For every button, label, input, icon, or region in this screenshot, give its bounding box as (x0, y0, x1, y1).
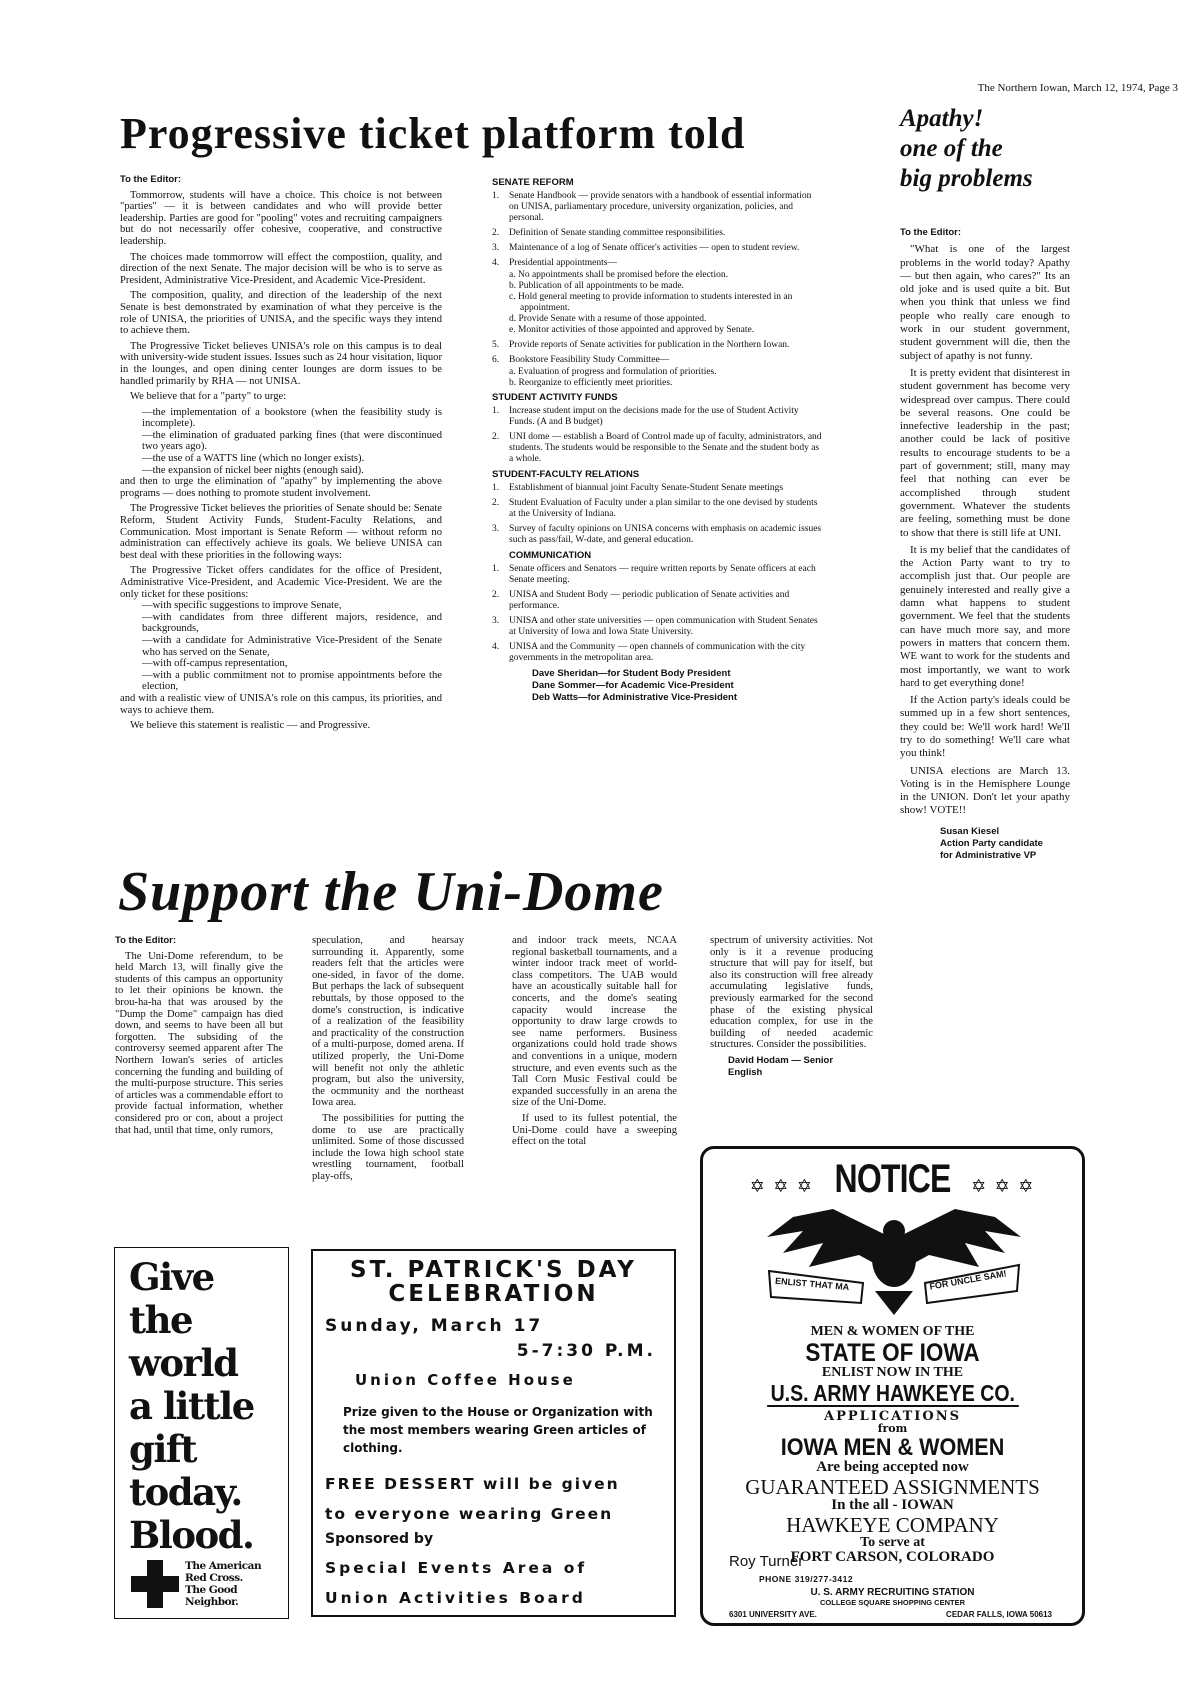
sub-item: b. Publication of all appointments to be made. (509, 281, 684, 291)
event-time: 5-7:30 P.M. (516, 1341, 656, 1361)
notice-line: MEN & WOMEN OF THE (810, 1324, 975, 1339)
slogan-word: a little (129, 1384, 254, 1428)
platform-item: 2. Student Evaluation of Faculty under a plan similar to the one devised by students at the University of Indiana. (492, 498, 818, 519)
paragraph: The possibilities for putting the dome to use are practically unlimited. Some of those discussed include the Iowa high school state wrestling tournament, football play-offs, (312, 1112, 464, 1182)
slogan-word: Give (129, 1255, 214, 1299)
to-the-editor: To the Editor: (115, 935, 177, 946)
ticket-item: —with candidates from three different majors, residence, and backgrounds, (142, 611, 442, 635)
apathy-letter (900, 226, 1070, 862)
paragraph: UNISA elections are March 13. Voting is in the Hemisphere Lounge in the UNION. Don't let your apathy show! VOTE!! (900, 764, 1070, 817)
apathy-signature (900, 826, 1070, 862)
notice-body (703, 1325, 1082, 1566)
notice-line: FORT CARSON, COLORADO (790, 1549, 995, 1566)
progressive-headline: Progressive ticket platform told (120, 109, 746, 158)
banner-left-text: ENLIST THAT MA (774, 1275, 850, 1293)
ticket-item: —with a public commitment not to promise appointments before the election, (142, 669, 442, 693)
slogan-word: Blood. (129, 1513, 254, 1557)
notice-line: from (877, 1422, 908, 1436)
notice-line: U.S. ARMY HAWKEYE CO. (767, 1381, 1018, 1407)
sub-item: a. No appointments shall be promised before the election. (509, 270, 728, 280)
platform-item: 2. UNI dome — establish a Board of Control made up of faculty, administrators, and students. The students would be responsible to the Senate and the student body as a whole. (492, 432, 822, 464)
apathy-headline (900, 104, 1090, 194)
event-place: Union Coffee House (355, 1371, 576, 1389)
notice-line: IOWA MEN & WOMEN (780, 1433, 1005, 1461)
platform-item: 3. UNISA and other state universities — open communication with Student Senates at University of Iowa and Iowa State University. (492, 616, 818, 637)
paragraph: The Progressive Ticket offers candidates for the office of President, Administrative Vice-President, and Academic Vice-President. We are the only ticket for these positions: (120, 565, 442, 600)
blood-ad (114, 1247, 289, 1619)
platform-item: 4. UNISA and the Community — open channels of communication with the city governments in the metropolitan area. (492, 642, 806, 663)
st-patricks-ad (311, 1249, 676, 1617)
paragraph: and with a realistic view of UNISA's role on this campus, its priorities, and ways to achieve them. (120, 692, 442, 716)
org-line: The American (185, 1560, 262, 1572)
signature: Dane Sommer—for Academic Vice-President (532, 680, 734, 691)
paragraph: We believe that for a "party" to urge: (130, 391, 287, 403)
paragraph: It is pretty evident that disinterest in student government has become very widespread over campus. There could be several reasons. One could be innefective leadership in the past; another could be lack of positive results to encourage students to be a part of government; still, many may feel that nothing can ever be accomplished through student government. Whatever the students are feeling, something must be done to show that there is still life at UNI. (900, 366, 1070, 539)
station-line: COLLEGE SQUARE SHOPPING CENTER (819, 1598, 966, 1607)
paragraph: The choices made tommorrow will effect the compostiion, quality, and direction of the next Senate. The major decision will be who is to serve as President, Administrative Vice-President, and Academic Vice-President. (120, 251, 442, 286)
headline-line: Apathy! (900, 105, 984, 132)
sfr-heading: STUDENT-FACULTY RELATIONS (492, 469, 640, 480)
notice-title-row (703, 1157, 1082, 1202)
sub-item: d. Provide Senate with a resume of those appointed. (509, 314, 707, 324)
notice-line: Are being accepted now (816, 1459, 969, 1476)
signature: Deb Watts—for Administrative Vice-President (532, 692, 738, 703)
star-icon: ✡ ✡ ✡ (971, 1176, 1036, 1196)
org-line: The Good (185, 1584, 238, 1596)
urge-item: —the elimination of graduated parking fines (that were discontinued two years ago). (142, 429, 442, 453)
signature: English (728, 1066, 763, 1078)
platform-list (492, 174, 822, 704)
to-the-editor: To the Editor: (120, 174, 182, 185)
signature: Action Party candidate (940, 837, 1043, 849)
ticket-item: —with off-campus representation, (142, 658, 288, 670)
unidome-signature (710, 1055, 873, 1079)
communication-heading: COMMUNICATION (509, 550, 592, 561)
red-cross-icon (131, 1560, 179, 1608)
notice-line: To serve at (860, 1534, 925, 1550)
notice-line: In the all - IOWAN (831, 1496, 954, 1513)
eagle-icon (763, 1209, 1025, 1317)
urge-item: —the implementation of a bookstore (when the feasibility study is incomplete). (142, 406, 442, 430)
org-line: Red Cross. (185, 1572, 243, 1584)
sponsor-line: Union Activities Board (325, 1589, 586, 1607)
platform-item: 1. Senate officers and Senators — require written reports by Senate officers at each Senate meeting. (492, 564, 816, 585)
paragraph: The Progressive Ticket believes the priorities of Senate should be: Senate Reform, Student Activity Funds, Student-Faculty Relations, and Communication. Most important is Senate Reform — without reform no administration can effectively achieve its goals. We believe UNISA can best deal with these priorities in the following ways: (120, 503, 442, 561)
senate-reform-heading: SENATE REFORM (492, 177, 574, 188)
sub-item: e. Monitor activities of those appointed and approved by Senate. (509, 325, 755, 335)
blood-slogan (129, 1256, 254, 1557)
paragraph: and then to urge the elimination of "apathy" by implementing the above programs — does nothing to promote student involvement. (120, 476, 442, 499)
headline-line: big problems (900, 165, 1033, 192)
ticket-item: —with a candidate for Administrative Vice-President of the Senate who has served on the Senate, (142, 634, 442, 658)
paragraph: The Uni-Dome referendum, to be held March 13, will finally give the students of this campus an opportunity to let their opinions be known. the brou-ha-ha that was aroused by the "Dump the Dome" campaign has died down, and seems to have been all but forgotten. The subsiding of the controversy seemed apparent after The Northern Iowan's series of articles concerning the funding and building of the multi-purpose structure. This series of articles was a commendable effort to provide factual information, whether considered pro or con, about a project that had, until that time, only rumors, (115, 950, 283, 1136)
paragraph: "What is one of the largest problems in the world today? Apathy — but then again, who cares?" Its an old joke and is used quite a bit. But when you think that unless we find people who really care enough to work in our student government, student government will die, then the subject of apathy is not funny. (900, 243, 1070, 362)
recruiter-name: Roy Turner (729, 1553, 804, 1570)
slogan-word: today. (129, 1470, 242, 1514)
sponsored-by: Sponsored by (325, 1531, 434, 1547)
platform-item: 4. Presidential appointments— (492, 258, 617, 268)
folio: The Northern Iowan, March 12, 1974, Page 3 (977, 82, 1178, 94)
notice-line: ENLIST NOW IN THE (821, 1364, 964, 1380)
notice-line: APPLICATIONS (824, 1408, 961, 1424)
paragraph: If the Action party's ideals could be summed up in a few short sentences, they could be: We'll work hard! We'll try to do something! We'll care what you think! (900, 694, 1070, 760)
paragraph: It is my belief that the candidates of the Action Party want to try to accomplish just that. Our people are genuinely interested and really give a damn what happens to student government. We feel that the students can have much more say, and more powers in matters that concern them. WE want to work for the students and most importantly, we want to work hard to get everything done! (900, 543, 1070, 689)
platform-item: 6. Bookstore Feasibility Study Committee— (492, 355, 670, 365)
headline-line: one of the (900, 135, 1003, 162)
red-cross-org (185, 1560, 261, 1608)
notice-line: GUARANTEED ASSIGNMENTS (745, 1474, 1040, 1499)
banner-right-text: FOR UNCLE SAM! (928, 1268, 1008, 1292)
sub-item: b. Reorganize to efficiently meet priorities. (509, 378, 673, 388)
promo-line: to everyone wearing Green (325, 1505, 614, 1523)
sponsor-name (325, 1553, 674, 1613)
ticket-item: —with specific suggestions to improve Senate, (142, 600, 342, 612)
notice-line: HAWKEYE COMPANY (786, 1512, 999, 1537)
signature: for Administrative VP (940, 849, 1037, 861)
recruiter-phone: PHONE 319/277-3412 (759, 1574, 854, 1584)
progressive-letter (120, 174, 442, 736)
station-line: U. S. ARMY RECRUITING STATION (810, 1587, 975, 1598)
unidome-col3 (512, 935, 677, 1152)
unidome-col2 (312, 935, 464, 1186)
paragraph: and indoor track meets, NCAA regional basketball tournaments, and a winter indoor track meet of world-class competitors. The UAB would have an acoustically suitable hall for concerts, and the dome's seating capacity would increase the opportunity to draw large crowds to see name performers. Business organizations could hold trade shows and conventions in a unique, modern structure, and even events such as the Tall Corn Music Festival could be expanded successfully in an arena the size of the Uni-Dome. (512, 935, 677, 1109)
platform-item: 1. Senate Handbook — provide senators with a handbook of essential information on UNISA, parliamentary procedure, university organization, policies, and personal. (492, 191, 812, 223)
platform-item: 1. Establishment of biannual joint Faculty Senate-Student Senate meetings (492, 483, 784, 493)
address-left: 6301 UNIVERSITY AVE. (729, 1610, 817, 1619)
paragraph: speculation, and hearsay surrounding it. Apparently, some readers felt that the articles were one-sided, in favor of the dome. But perhaps the lack of subsequent rebuttals, by those opposed to the dome's construction, is indicative of a realization of the feasibility and practicality of the construction of a multi-purpose, domed arena. If utilized properly, the Uni-Dome will benefit not only the athletic program, but also the university, the ocmmunity and the northeast Iowa area. (312, 935, 464, 1109)
platform-item: 2. Definition of Senate standing committee responsibilities. (492, 228, 726, 238)
paragraph: The Progressive Ticket believes UNISA's role on this campus is to deal with university-wide student issues. Issues such as 24 hour visitation, liquor in the lounges, and open dining center lounges are dorm issues to be handled primarily by RHA — not UNISA. (120, 340, 442, 387)
notice-title: NOTICE (834, 1157, 951, 1201)
sub-item: c. Hold general meeting to provide information to students interested in an appointment. (509, 292, 793, 313)
urge-item: —the expansion of nickel beer nights (enough said). (142, 464, 364, 476)
recruiting-station (703, 1587, 1082, 1607)
paragraph: We believe this statement is realistic — and Progressive. (130, 720, 371, 732)
unidome-headline: Support the Uni-Dome (118, 861, 664, 923)
platform-item: 3. Survey of faculty opinions on UNISA concerns with emphasis on academic issues such as pass/fail, W-date, and general education. (492, 524, 822, 545)
prize-text: Prize given to the House or Organization with the most members wearing Green articles of clothing. (343, 1405, 653, 1455)
notice-ad (700, 1146, 1085, 1626)
unidome-col4 (710, 935, 873, 1079)
urge-item: —the use of a WATTS line (which no longer exists). (142, 453, 365, 465)
ad-title: CELEBRATION (388, 1281, 599, 1307)
free-dessert-text (325, 1469, 674, 1529)
paragraph: Tommorrow, students will have a choice. This choice is not between "parties" — it is between candidates and who will provide better leadership. Parties are good for "pooling" votes and recruiting campaigners but do not necessarily offer cohesive, cooperative, and constructive leadership. (120, 189, 442, 247)
sponsor-line: Special Events Area of (325, 1559, 588, 1577)
org-line: Neighbor. (185, 1596, 239, 1608)
sub-item: a. Evaluation of progress and formulation of priorities. (509, 367, 717, 377)
ad-title: ST. PATRICK'S DAY (350, 1257, 637, 1283)
promo-line: FREE DESSERT will be given (325, 1475, 620, 1493)
slogan-word: world (129, 1341, 238, 1385)
platform-item: 5. Provide reports of Senate activities for publication in the Northern Iowan. (492, 340, 790, 350)
address-right: CEDAR FALLS, IOWA 50613 (946, 1610, 1052, 1619)
platform-item: 1. Increase student imput on the decisions made for the use of Student Activity Funds. (A and B budget) (492, 406, 799, 427)
platform-item: 2. UNISA and Student Body — periodic publication of Senate activities and performance. (492, 590, 790, 611)
saf-heading: STUDENT ACTIVITY FUNDS (492, 392, 618, 403)
star-icon: ✡ ✡ ✡ (749, 1176, 814, 1196)
platform-item: 3. Maintenance of a log of Senate officer's activities — open to student review. (492, 243, 800, 253)
event-date: Sunday, March 17 (325, 1316, 544, 1336)
signature: Dave Sheridan—for Student Body President (532, 668, 731, 679)
paragraph: If used to its fullest potential, the Uni-Dome could have a sweeping effect on the total (512, 1112, 677, 1148)
slogan-word: gift (129, 1427, 196, 1471)
notice-line: STATE OF IOWA (805, 1338, 980, 1367)
paragraph: spectrum of university activities. Not only is it a revenue producing structure that will pay for itself, but also its construction will free already accumulating legislative funds, previously earmarked for the second phase of the existing physical education complex, for use in the building of needed academic structures. Consider the possibilities. (710, 935, 873, 1051)
unidome-col1 (115, 935, 283, 1140)
to-the-editor: To the Editor: (900, 227, 962, 238)
signature: Susan Kiesel (940, 825, 1000, 837)
progressive-signatures (492, 668, 822, 704)
slogan-word: the (129, 1298, 193, 1342)
signature: David Hodam — Senior (728, 1054, 834, 1066)
paragraph: The composition, quality, and direction of the leadership of the next Senate is best demonstrated by examination of what they perceive is the role of UNISA, the priorities of UNISA, and the specific ways they intend to achieve them. (120, 290, 442, 337)
